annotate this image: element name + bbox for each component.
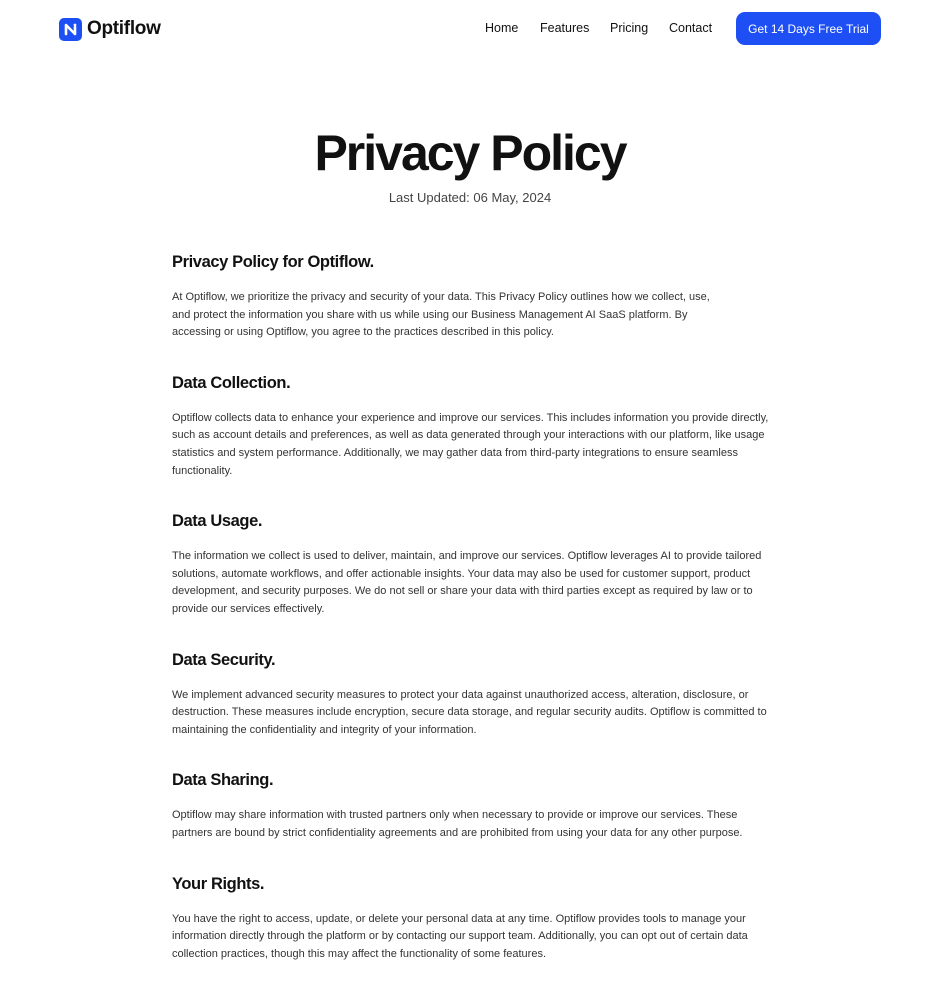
brand-name: Optiflow — [87, 18, 161, 39]
policy-section-data-usage — [172, 510, 772, 618]
hero — [0, 122, 940, 205]
section-body: At Optiflow, we prioritize the privacy and security of your data. This Privacy Policy outlines how we collect, use, and protect the information you share with us while using our Business Management AI SaaS platform. By accessing or using Optiflow, you agree to the practices described in this policy. — [172, 291, 710, 339]
section-heading: Your Rights. — [172, 874, 265, 893]
section-body: Optiflow may share information with trusted partners only when necessary to provide or improve our services. These partners are bound by strict confidentiality agreements and are prohibited from using your data for any other purpose. — [172, 809, 743, 839]
policy-section-data-collection — [172, 372, 772, 480]
policy-content — [172, 251, 772, 993]
policy-section-data-sharing — [172, 769, 772, 842]
section-body: You have the right to access, update, or delete your personal data at any time. Optiflow provides tools to manage your information directly through the platform or by contacting our support team. Additionally, you can opt out of certain data collection practices, though this may affect the functionality of some features. — [172, 912, 748, 960]
policy-section-data-security — [172, 649, 772, 740]
section-heading: Data Collection. — [172, 373, 291, 392]
last-updated-date: Last Updated: 06 May, 2024 — [388, 190, 552, 205]
section-heading: Privacy Policy for Optiflow. — [172, 253, 374, 271]
navbar — [0, 0, 940, 58]
section-heading: Data Usage. — [172, 512, 263, 531]
free-trial-button[interactable]: Get 14 Days Free Trial — [736, 12, 881, 45]
policy-section-your-rights — [172, 873, 772, 964]
section-body: The information we collect is used to deliver, maintain, and improve our services. Optiflow leverages AI to provide tailored solutions, automate workflows, and offer actionable insights. Your data may also be used for customer support, product development, and security purposes. We do not sell or share your data with third parties except as required by law or to provide our services effectively. — [172, 550, 762, 615]
nav-link-features[interactable]: Features — [540, 21, 590, 35]
policy-section-intro — [172, 251, 772, 342]
nav-link-contact[interactable]: Contact — [669, 21, 713, 35]
section-heading: Data Security. — [172, 650, 276, 669]
section-body: We implement advanced security measures to protect your data against unauthorized access, alteration, disclosure, or destruction. These measures include encryption, secure data storage, and regular security audits. Optiflow is committed to maintaining the confidentiality and integrity of your information. — [172, 688, 767, 736]
nav-link-pricing[interactable]: Pricing — [610, 21, 649, 35]
page-title: Privacy Policy — [314, 125, 626, 181]
section-body: Optiflow collects data to enhance your experience and improve our services. This includes information you provide directly, such as account details and preferences, as well as data generated through your interactions with our platform, like usage statistics and system performance. Additionally, we may gather data from third-party integrations to ensure seamless functionality. — [172, 411, 769, 477]
section-heading: Data Sharing. — [172, 771, 274, 790]
nav-link-home[interactable]: Home — [485, 21, 519, 35]
